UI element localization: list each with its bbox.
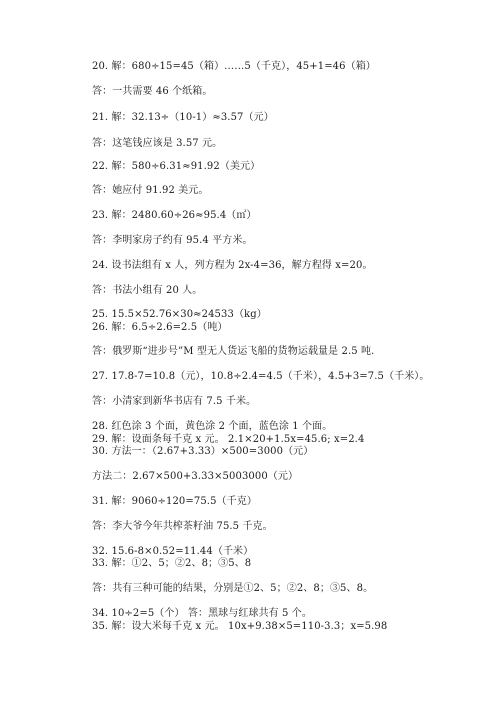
answer-26-reply: 答：俄罗斯“进步号”M 型无人货运飞船的货物运载量是 2.5 吨. xyxy=(92,346,375,357)
answer-31-reply: 答：李大爷今年共榨茶籽油 75.5 千克。 xyxy=(92,521,273,532)
answer-33-solution: 33. 解：①2、5；②2、8；③5、8 xyxy=(92,558,252,569)
answer-30-method-one: 30. 方法一：（2.67+3.33）×500=3000（元） xyxy=(92,446,314,457)
answer-25-solution: 25. 15.5×52.76×30≈24533（kg） xyxy=(92,309,267,320)
answer-23-reply: 答：李明家房子约有 95.4 平方米。 xyxy=(92,235,253,246)
answer-29-solution: 29. 解：设面条每千克 x 元。 2.1×20+1.5x=45.6; x=2.4 xyxy=(92,434,365,445)
answer-27-solution: 27. 17.8-7=10.8（元），10.8÷2.4=4.5（千米），4.5+3=7.5（千米）。 xyxy=(92,371,430,382)
answer-31-solution: 31. 解：9060÷120=75.5（千克） xyxy=(92,496,257,507)
answer-27-reply: 答：小清家到新华书店有 7.5 千米。 xyxy=(92,396,257,407)
answer-33-reply: 答：共有三种可能的结果，分别是①2、5；②2、8；③5、8。 xyxy=(92,583,374,594)
answer-23-solution: 23. 解：2480.60÷26≈95.4（㎡） xyxy=(92,210,257,221)
answer-28-solution: 28. 红色涂 3 个面，黄色涂 2 个面，蓝色涂 1 个面。 xyxy=(92,421,333,432)
answer-24-reply: 答：书法小组有 20 人。 xyxy=(92,285,203,296)
answer-22-reply: 答：她应付 91.92 美元。 xyxy=(92,185,209,196)
answer-21-reply: 答：这笔钱应该是 3.57 元。 xyxy=(92,138,223,149)
answer-21-solution: 21. 解：32.13÷（10-1）≈3.57（元） xyxy=(92,112,274,123)
answer-30-method-two: 方法二：2.67×500+3.33×5003000（元） xyxy=(92,471,299,482)
answer-26-solution: 26. 解：6.5÷2.6=2.5（吨） xyxy=(92,322,228,333)
answer-20-solution: 20. 解：680÷15=45（箱）……5（千克），45+1=46（箱） xyxy=(92,61,376,72)
answer-20-reply: 答：一共需要 46 个纸箱。 xyxy=(92,86,213,97)
answer-32-solution: 32. 15.6-8×0.52=11.44（千米） xyxy=(92,546,254,557)
answer-22-solution: 22. 解：580÷6.31≈91.92（美元） xyxy=(92,161,261,172)
answer-35-solution: 35. 解：设大米每千克 x 元。 10x+9.38×5=110-3.3；x=5.98 xyxy=(92,621,388,632)
answer-24-solution: 24. 设书法组有 x 人，列方程为 2x-4=36，解方程得 x=20。 xyxy=(92,260,373,271)
answer-34-solution: 34. 10÷2=5（个） 答：黑球与红球共有 5 个。 xyxy=(92,608,312,619)
